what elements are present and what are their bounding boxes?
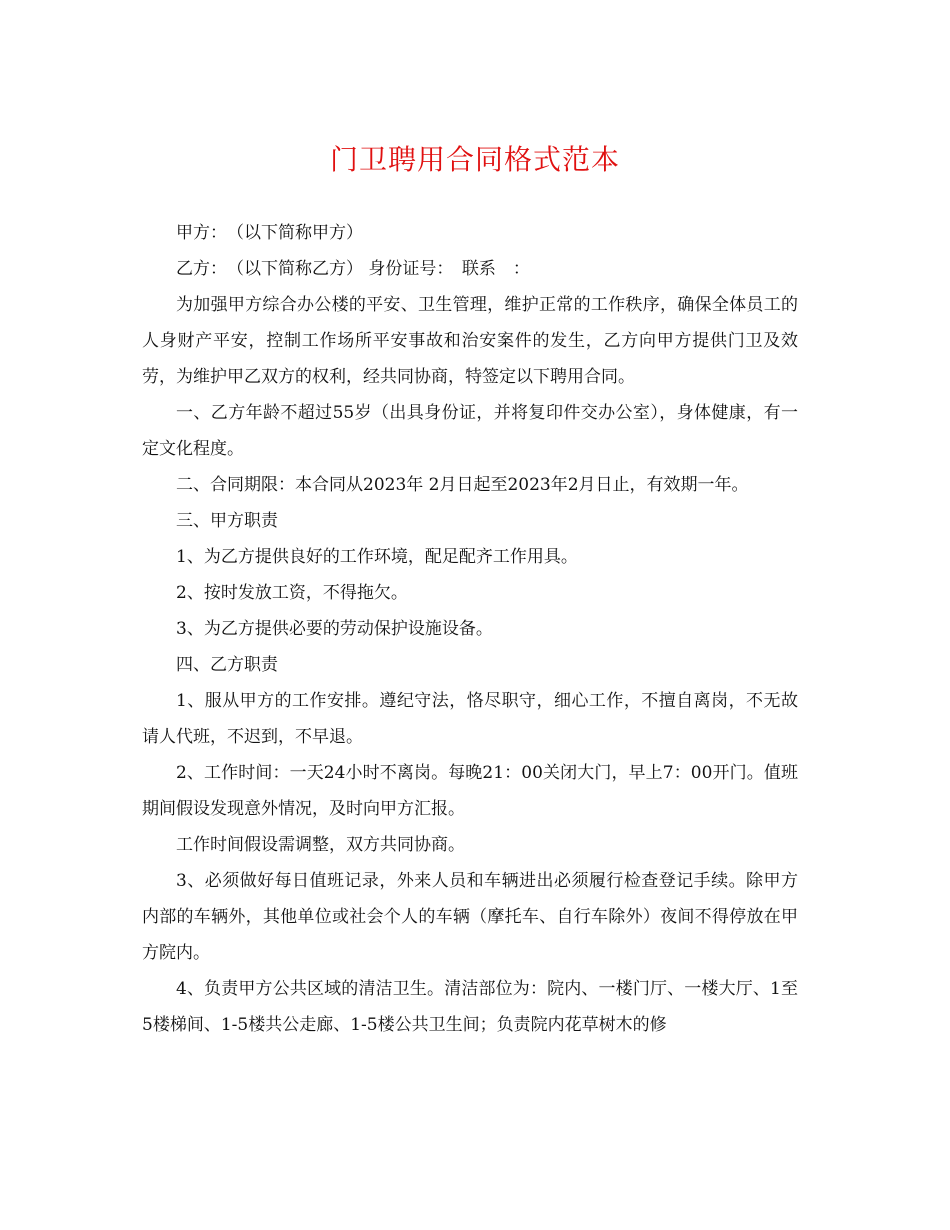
party-b-line: 乙方： （以下简称乙方） 身份证号： 联系 ： — [176, 259, 530, 279]
party-a-line: 甲方： （以下简称甲方） — [176, 223, 363, 243]
section-heading-party-b-duties: 四、乙方职责 — [176, 655, 278, 675]
party-b-duty-2: 2、工作时间：一天24小时不离岗。每晚21：00关闭大门，早上7：00开门。值班期间假设发现意外情况，及时向甲方汇报。 — [142, 763, 798, 819]
party-b-duty-4: 4、负责甲方公共区域的清洁卫生。清洁部位为：院内、一楼门厅、一楼大厅、1至5楼梯间、1-5楼共公走廊、1-5楼公共卫生间；负责院内花草树木的修 — [142, 979, 798, 1035]
section-heading-party-a-duties: 三、甲方职责 — [176, 511, 278, 531]
work-time-adjust-note: 工作时间假设需调整，双方共同协商。 — [176, 835, 465, 855]
document-title: 门卫聘用合同格式范本 — [329, 143, 620, 176]
paragraph-intro: 为加强甲方综合办公楼的平安、卫生管理，维护正常的工作秩序，确保全体员工的人身财产平安，控制工作场所平安事故和治安案件的发生，乙方向甲方提供门卫及效劳，为维护甲乙双方的权利，经共同协商，特签定以下聘用合同。 — [142, 295, 798, 387]
party-b-duty-3: 3、必须做好每日值班记录，外来人员和车辆进出必须履行检查登记手续。除甲方内部的车辆外，其他单位或社会个人的车辆（摩托车、自行车除外）夜间不得停放在甲方院内。 — [142, 871, 798, 963]
party-b-duty-1: 1、服从甲方的工作安排。遵纪守法，恪尽职守，细心工作，不擅自离岗，不无故请人代班，不迟到，不早退。 — [142, 691, 798, 747]
party-a-duty-1: 1、为乙方提供良好的工作环境，配足配齐工作用具。 — [176, 547, 578, 567]
party-a-duty-2: 2、按时发放工资，不得拖欠。 — [176, 583, 408, 603]
document-body — [142, 215, 798, 1043]
clause-2-term: 二、合同期限：本合同从2023年 2月日起至2023年2月日止，有效期一年。 — [176, 475, 749, 495]
clause-1-age: 一、乙方年龄不超过55岁（出具身份证，并将复印件交办公室），身体健康，有一定文化程度。 — [142, 403, 798, 459]
party-a-duty-3: 3、为乙方提供必要的劳动保护设施设备。 — [176, 619, 493, 639]
